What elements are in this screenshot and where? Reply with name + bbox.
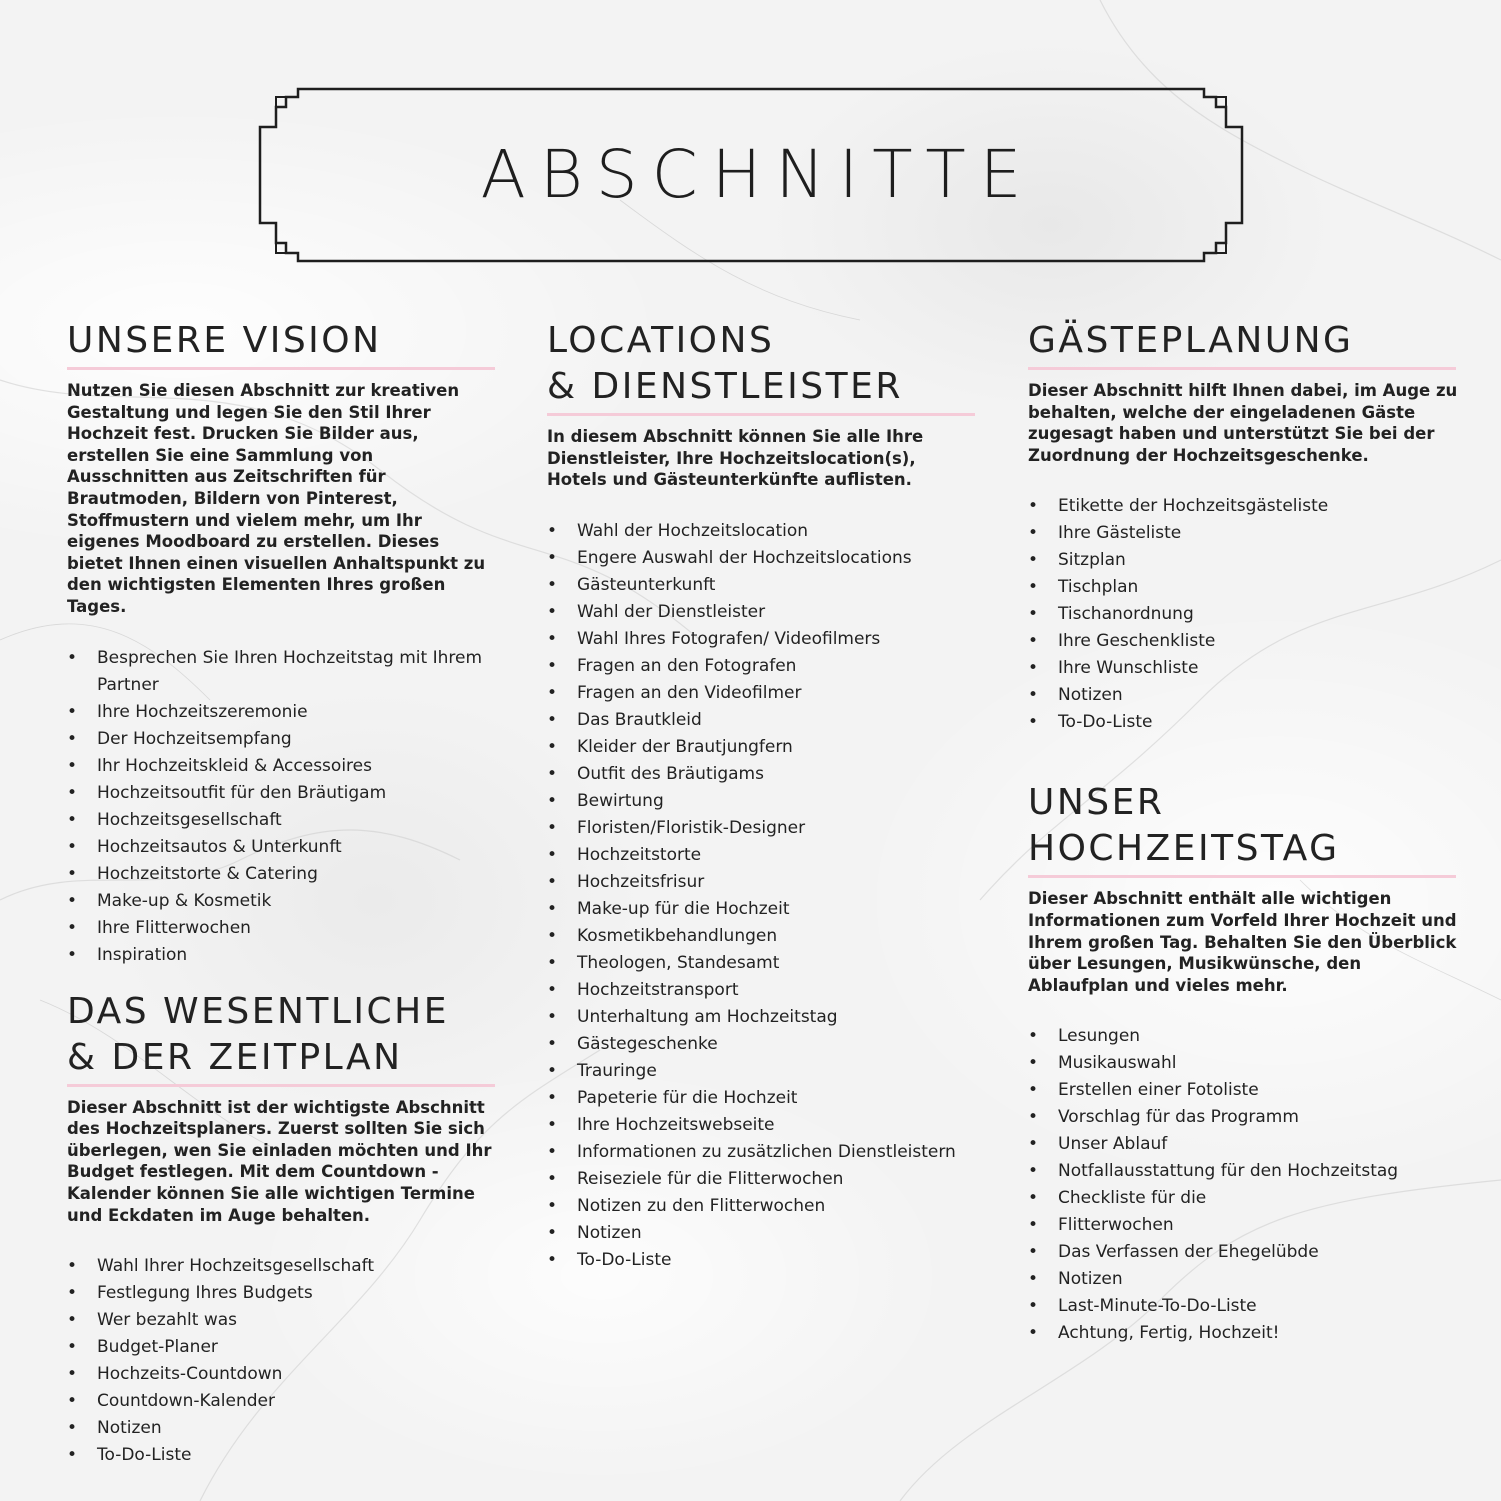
list-item: • Ihre Geschenkliste — [1028, 628, 1458, 655]
list-item: • Hochzeitsgesellschaft — [67, 807, 497, 834]
section-heading — [547, 318, 977, 410]
list-item: • Notizen — [67, 1415, 497, 1442]
list-item: • Flitterwochen — [1028, 1212, 1458, 1239]
section-description: Nutzen Sie diesen Abschnitt zur kreativen Gestaltung und legen Sie den Stil Ihrer Hochzeit fest. Drucken Sie Bilder aus, erstellen Sie eine Sammlung von Ausschnitten aus Zeitschriften für Brautmoden, Bildern von Pinterest, Stoffmustern und vielem mehr, um Ihr eigenes Moodboard zu erstellen. Dieses bietet Ihnen einen visuellen Anhaltspunkt zu den wichtigsten Elementen Ihres großen Tages. — [67, 381, 486, 616]
list-item: • Wahl der Dienstleister — [547, 599, 977, 626]
column-right — [1028, 318, 1458, 1347]
pink-divider — [67, 367, 495, 370]
list-item: • Achtung, Fertig, Hochzeit! — [1028, 1320, 1458, 1347]
section-list — [1028, 493, 1458, 736]
section-list — [67, 645, 497, 969]
list-item: • Gästegeschenke — [547, 1031, 977, 1058]
list-item: • Vorschlag für das Programm — [1028, 1104, 1458, 1131]
list-item: • Countdown-Kalender — [67, 1388, 497, 1415]
list-item: • Ihr Hochzeitskleid & Accessoires — [67, 753, 497, 780]
section-guests — [1028, 318, 1458, 736]
list-item: • Make-up für die Hochzeit — [547, 896, 977, 923]
column-left — [67, 318, 497, 1469]
list-item: • Sitzplan — [1028, 547, 1458, 574]
list-item: • To-Do-Liste — [1028, 709, 1458, 736]
page-title: ABSCHNITTE — [480, 136, 1036, 213]
list-item: • Make-up & Kosmetik — [67, 888, 497, 915]
list-item: • Notizen — [547, 1220, 977, 1247]
pink-divider — [1028, 875, 1456, 878]
list-item: • Hochzeitsoutfit für den Bräutigam — [67, 780, 497, 807]
section-description: In diesem Abschnitt können Sie alle Ihre Dienstleister, Ihre Hochzeitslocation(s), Hotels und Gästeunterkünfte auflisten. — [547, 427, 924, 490]
list-item: • Fragen an den Fotografen — [547, 653, 977, 680]
list-item: • Notizen — [1028, 682, 1458, 709]
heading-line: & DER ZEITPLAN — [67, 1036, 403, 1078]
section-list — [67, 1253, 497, 1469]
list-item: • Hochzeitstransport — [547, 977, 977, 1004]
list-item: • Notfallausstattung für den Hochzeitstag — [1028, 1158, 1458, 1185]
list-item: • Informationen zu zusätzlichen Dienstleistern — [547, 1139, 977, 1166]
list-item: • Hochzeitsfrisur — [547, 869, 977, 896]
section-vision — [67, 318, 497, 969]
list-item: • Engere Auswahl der Hochzeitslocations — [547, 545, 977, 572]
list-item: • Ihre Wunschliste — [1028, 655, 1458, 682]
list-item: • Unser Ablauf — [1028, 1131, 1458, 1158]
section-wedding-day — [1028, 780, 1458, 1347]
pink-divider — [67, 1084, 495, 1087]
list-item: • Der Hochzeitsempfang — [67, 726, 497, 753]
list-item: • Ihre Gästeliste — [1028, 520, 1458, 547]
list-item: • Hochzeitstorte — [547, 842, 977, 869]
list-item: • Unterhaltung am Hochzeitstag — [547, 1004, 977, 1031]
list-item: • Bewirtung — [547, 788, 977, 815]
list-item: • Trauringe — [547, 1058, 977, 1085]
section-heading — [1028, 780, 1458, 872]
list-item: • Festlegung Ihres Budgets — [67, 1280, 497, 1307]
list-item: • Tischplan — [1028, 574, 1458, 601]
list-item: • Tischanordnung — [1028, 601, 1458, 628]
list-item: • Musikauswahl — [1028, 1050, 1458, 1077]
list-item: • Etikette der Hochzeitsgästeliste — [1028, 493, 1458, 520]
list-item: • Checkliste für die — [1028, 1185, 1458, 1212]
list-item: • Hochzeits-Countdown — [67, 1361, 497, 1388]
section-description: Dieser Abschnitt hilft Ihnen dabei, im Auge zu behalten, welche der eingeladenen Gäste zugesagt haben und unterstützt Sie bei der Zuordnung der Hochzeitsgeschenke. — [1028, 381, 1458, 465]
list-item: • Das Brautkleid — [547, 707, 977, 734]
list-item: • Das Verfassen der Ehegelübde — [1028, 1239, 1458, 1266]
list-item: • Reiseziele für die Flitterwochen — [547, 1166, 977, 1193]
list-item: • Outfit des Bräutigams — [547, 761, 977, 788]
heading-line: UNSERE VISION — [67, 320, 382, 361]
list-item: • Wer bezahlt was — [67, 1307, 497, 1334]
list-item: • To-Do-Liste — [67, 1442, 497, 1469]
section-list — [547, 518, 977, 1274]
section-heading — [67, 318, 497, 364]
list-item: • Hochzeitsautos & Unterkunft — [67, 834, 497, 861]
list-item: • Theologen, Standesamt — [547, 950, 977, 977]
list-item: • Ihre Hochzeitswebseite — [547, 1112, 977, 1139]
list-item: • Kleider der Brautjungfern — [547, 734, 977, 761]
list-item: • Wahl Ihres Fotografen/ Videofilmers — [547, 626, 977, 653]
list-item: • Budget-Planer — [67, 1334, 497, 1361]
section-list — [1028, 1023, 1458, 1347]
section-heading — [1028, 318, 1458, 364]
list-item: • Ihre Flitterwochen — [67, 915, 497, 942]
list-item: • Wahl der Hochzeitslocation — [547, 518, 977, 545]
heading-line: & DIENSTLEISTER — [547, 366, 903, 407]
list-item: • Kosmetikbehandlungen — [547, 923, 977, 950]
pink-divider — [547, 413, 975, 416]
section-description: Dieser Abschnitt ist der wichtigste Abschnitt des Hochzeitsplaners. Zuerst sollten Sie sich überlegen, wen Sie einladen möchten und Ihr Budget festlegen. Mit dem Countdown -Kalender können Sie alle wichtigen Termine und Eckdaten im Auge behalten. — [67, 1097, 492, 1225]
list-item: • Besprechen Sie Ihren Hochzeitstag mit Ihrem Partner — [67, 645, 497, 699]
column-middle — [547, 318, 977, 1274]
section-locations — [547, 318, 977, 1274]
heading-line: GÄSTEPLANUNG — [1028, 320, 1354, 361]
section-essentials — [67, 989, 497, 1470]
list-item: • Ihre Hochzeitszeremonie — [67, 699, 497, 726]
list-item: • Notizen — [1028, 1266, 1458, 1293]
section-heading — [67, 989, 497, 1081]
list-item: • Hochzeitstorte & Catering — [67, 861, 497, 888]
list-item: • Floristen/Floristik-Designer — [547, 815, 977, 842]
list-item: • Inspiration — [67, 942, 497, 969]
heading-line: UNSER HOCHZEITSTAG — [1028, 782, 1340, 870]
list-item: • Gästeunterkunft — [547, 572, 977, 599]
heading-line: DAS WESENTLICHE — [67, 990, 449, 1032]
list-item: • Wahl Ihrer Hochzeitsgesellschaft — [67, 1253, 497, 1280]
list-item: • Papeterie für die Hochzeit — [547, 1085, 977, 1112]
list-item: • Fragen an den Videofilmer — [547, 680, 977, 707]
section-description: Dieser Abschnitt enthält alle wichtigen Informationen zum Vorfeld Ihrer Hochzeit und Ihrem großen Tag. Behalten Sie den Überblick über Lesungen, Musikwünsche, den Ablaufplan und vieles mehr. — [1028, 889, 1457, 995]
heading-line: LOCATIONS — [547, 320, 775, 361]
list-item: • To-Do-Liste — [547, 1247, 977, 1274]
title-frame — [258, 87, 1244, 263]
list-item: • Last-Minute-To-Do-Liste — [1028, 1293, 1458, 1320]
list-item: • Erstellen einer Fotoliste — [1028, 1077, 1458, 1104]
pink-divider — [1028, 367, 1456, 370]
list-item: • Notizen zu den Flitterwochen — [547, 1193, 977, 1220]
list-item: • Lesungen — [1028, 1023, 1458, 1050]
